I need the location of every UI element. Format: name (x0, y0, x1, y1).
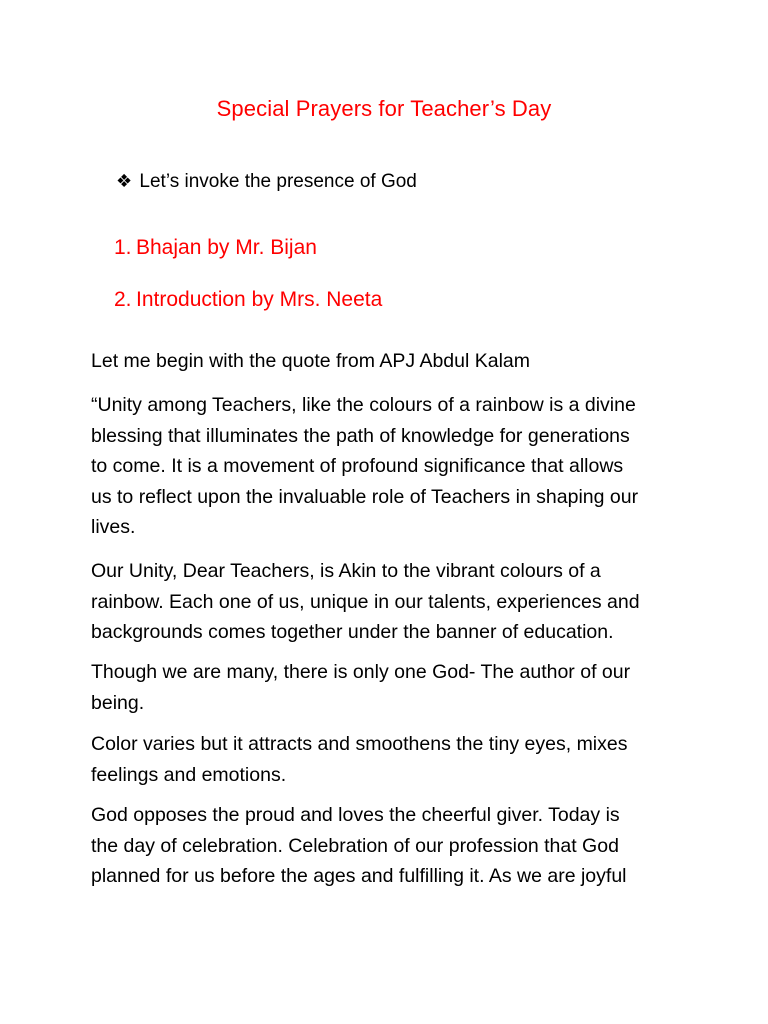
text-line: Though we are many, there is only one God- The author of our (91, 661, 631, 683)
paragraph-quote (91, 390, 691, 543)
paragraph-color (91, 729, 691, 790)
paragraph-intro (91, 346, 691, 377)
text-line: being. (91, 691, 145, 714)
paragraph-unity (91, 556, 691, 648)
item-number: 2. (114, 288, 132, 311)
paragraph-celebration (91, 800, 691, 892)
item-text: Introduction by Mrs. Neeta (136, 288, 383, 311)
bullet-text: Let’s invoke the presence of God (139, 171, 417, 192)
text-line: the day of celebration. Celebration of our profession that God (91, 834, 619, 857)
text-line: Our Unity, Dear Teachers, is Akin to the vibrant colours of a (91, 560, 601, 582)
page-title: Special Prayers for Teacher’s Day (216, 96, 552, 121)
text-line: backgrounds comes together under the banner of education. (91, 621, 614, 643)
numbered-item-introduction (114, 288, 382, 312)
text-line: blessing that illuminates the path of knowledge for generations (91, 424, 630, 447)
text-line: feelings and emotions. (91, 763, 287, 786)
paragraph-one-god (91, 657, 691, 718)
text-line: “Unity among Teachers, like the colours of a rainbow is a divine (91, 394, 636, 416)
text-line: rainbow. Each one of us, unique in our talents, experiences and (91, 590, 640, 613)
text-line: us to reflect upon the invaluable role of Teachers in shaping our (91, 485, 639, 508)
bullet-item (116, 171, 417, 193)
four-diamond-bullet-icon: ❖ (116, 171, 133, 191)
item-number: 1. (114, 236, 132, 259)
text-line: lives. (91, 516, 136, 538)
text-line: Let me begin with the quote from APJ Abdul Kalam (91, 350, 531, 372)
text-line: God opposes the proud and loves the cheerful giver. Today is (91, 804, 620, 826)
item-text: Bhajan by Mr. Bijan (136, 236, 317, 259)
text-line: to come. It is a movement of profound significance that allows (91, 455, 624, 477)
text-line: Color varies but it attracts and smoothens the tiny eyes, mixes (91, 733, 628, 755)
text-line: planned for us before the ages and fulfilling it. As we are joyful (91, 865, 627, 887)
numbered-item-bhajan (114, 236, 317, 260)
